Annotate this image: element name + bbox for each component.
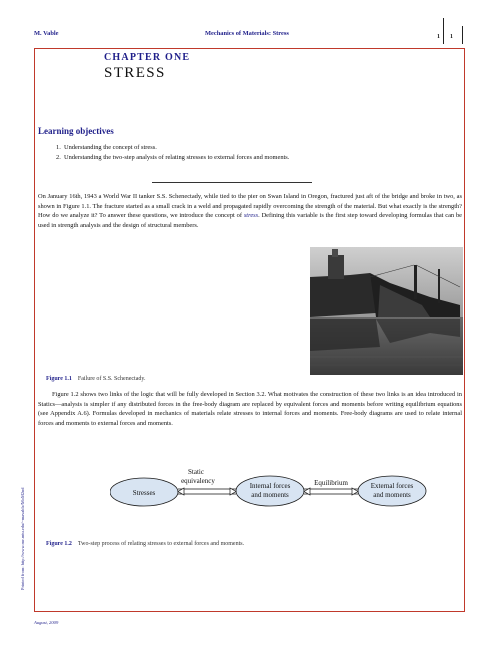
figure-caption-text: Failure of S.S. Schenectady. [77, 376, 146, 382]
static-equivalency-label: Static [188, 468, 204, 476]
intro-text: . Defining this variable is the first step toward developing formulas that can be used in strength analysis and the design of structural members. [38, 212, 462, 229]
static-equivalency-label: equivalency [181, 477, 215, 485]
internal-forces-label: Internal forces [249, 482, 291, 490]
intro-paragraph [38, 192, 462, 230]
figure-label: Figure 1.2 [46, 541, 72, 547]
header-rule [443, 18, 444, 44]
intro-text: On January 16th, 1943 a World War II tanker S.S. Schenectady, while tied to the pier on Swan Island in Oregon, fractured just aft of the bridge and broke in two, as shown in Figure 1.1. The fracture started as a small crack in a weld and propagated rapidly overcoming the strength of the material. But what exactly is the strength? How do we analyze it? To answer these questions, we introduce the concept of [38, 193, 462, 219]
emphasized-term: stress [243, 212, 259, 219]
printed-from-note: Printed from: http://www.me.mtu.edu/~mavable/MoM2nd [20, 487, 25, 590]
chapter-title: STRESS [104, 65, 166, 81]
ship-fracture-photo [310, 247, 463, 375]
item-number: 2. [56, 153, 61, 161]
footer-date: August, 2009 [34, 620, 59, 625]
equilibrium-label: Equilibrium [314, 479, 348, 487]
header-author: M. Vable [34, 30, 59, 37]
header-page-number-left: 1 [437, 34, 440, 40]
section-divider [152, 182, 312, 183]
figure-label: Figure 1.1 [46, 376, 72, 382]
learning-objectives-list [56, 143, 289, 162]
header-page-number-right: 1 [450, 34, 453, 40]
figure-caption-text: Two-step process of relating stresses to external forces and moments. [77, 541, 245, 547]
internal-forces-label: and moments [251, 491, 289, 499]
stresses-node-label: Stresses [132, 489, 156, 497]
two-step-diagram [110, 463, 450, 523]
header-rule [462, 26, 463, 44]
header-book-title: Mechanics of Materials: Stress [205, 30, 289, 37]
external-forces-label: and moments [373, 491, 411, 499]
figure-1-1-caption [46, 376, 146, 382]
item-text: Understanding the two-step analysis of relating stresses to external forces and moments. [64, 153, 290, 161]
logic-paragraph: Figure 1.2 shows two links of the logic that will be fully developed in Section 3.2. What motivates the construction of these two links is an idea introduced in Statics—analysis is simpler if any distributed forces in the free-body diagram are replaced by equivalent forces and moments before writing equilibrium equations (see Appendix A.6). Formulas developed in mechanics of materials relate stresses to internal forces and moments. Free-body diagrams are used to relate internal forces and moments to external forces and moments. [38, 391, 462, 427]
external-forces-label: External forces [370, 482, 414, 490]
list-item [56, 143, 289, 153]
learning-objectives-heading: Learning objectives [38, 126, 114, 136]
figure-1-2-caption [46, 541, 244, 547]
ship-photo-drawing [310, 247, 463, 375]
chapter-number: CHAPTER ONE [104, 52, 191, 63]
list-item [56, 153, 289, 163]
item-text: Understanding the concept of stress. [64, 144, 157, 151]
item-number: 1. [56, 144, 61, 151]
